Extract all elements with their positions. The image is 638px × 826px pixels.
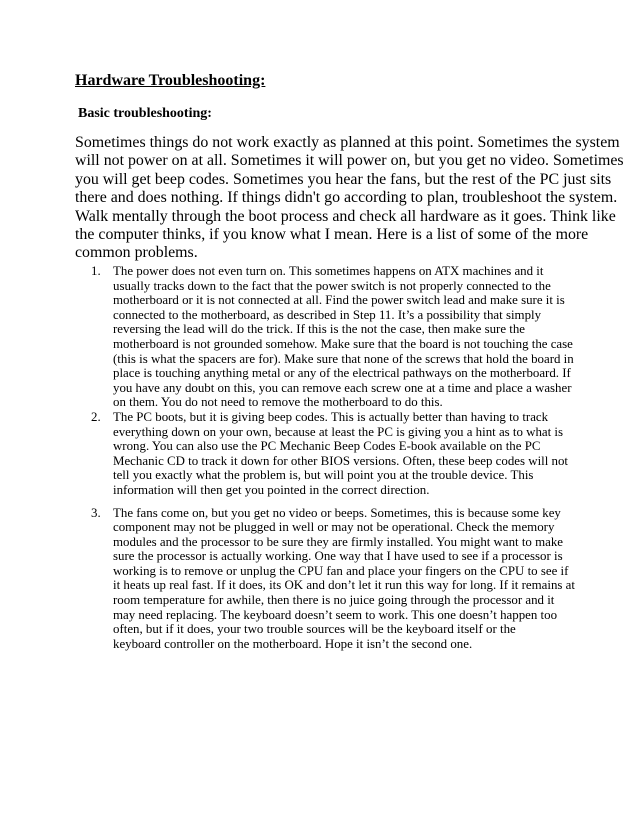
list-item-line: working is to remove or unplug the CPU fan and place your fingers on the CPU to see if	[113, 563, 569, 578]
list-item-line: tell you exactly what the problem is, but will point you at the trouble device. This	[113, 468, 534, 483]
intro-line: you will get beep codes. Sometimes you hear the fans, but the rest of the PC just sits	[75, 170, 612, 188]
list-item-line: The fans come on, but you get no video or beeps. Sometimes, this is because some key	[113, 505, 561, 520]
list-item-line: it heats up real fast. If it does, its OK and don’t let it run this way for long. If it remains at	[113, 578, 575, 593]
intro-line: Sometimes things do not work exactly as planned at this point. Sometimes the system	[75, 134, 620, 151]
list-item-line: you have any doubt on this, you can remove each screw one at a time and place a washer	[113, 380, 572, 395]
section-heading: Basic troubleshooting:	[78, 106, 212, 121]
list-item-line: usually tracks down to the fact that the power switch is not properly connected to the	[113, 278, 551, 293]
list-item-line: Mechanic CD to track it down for other BIOS versions. Often, these beep codes will not	[113, 453, 569, 468]
list-item-line: component may not be plugged in well or may not be operational. Check the memory	[113, 520, 555, 535]
list-item-number: 3.	[91, 505, 101, 520]
list-item-line: sure the processor is actually working. One way that I have used to see if a processor is	[113, 549, 563, 564]
intro-line: the computer thinks, if you know what I mean. Here is a list of some of the more	[75, 226, 589, 244]
list-item-line: wrong. You can also use the PC Mechanic Beep Codes E-book available on the PC	[113, 439, 541, 454]
intro-line: common problems.	[75, 244, 198, 262]
list-item-line: reversing the lead will do the trick. If this is the not the case, then make sure the	[113, 322, 526, 337]
list-item-line: may need replacing. The keyboard doesn’t seem to work. This one doesn’t happen too	[113, 607, 558, 622]
list-item-line: The power does not even turn on. This sometimes happens on ATX machines and it	[113, 264, 544, 278]
list-item-line: motherboard or it is not connected at all. Find the power switch lead and make sure it is	[113, 293, 565, 308]
intro-line: there and does nothing. If things didn't go according to plan, troubleshoot the system.	[75, 189, 618, 207]
list-item-line: connected to the motherboard, as described in Step 11. It’s a possibility that simply	[113, 307, 542, 322]
list-item-no-video	[75, 506, 575, 652]
list-item-beep-codes	[75, 410, 575, 498]
list-item-line: room temperature for awhile, then there is no juice going through the processor and it	[113, 593, 555, 608]
list-item-line: (this is what the spacers are for). Make sure that none of the screws that hold the board in	[113, 351, 574, 366]
intro-line: Walk mentally through the boot process and check all hardware as it goes. Think like	[75, 207, 616, 225]
list-item-line: often, but if it does, your two trouble sources will be the keyboard itself or the	[113, 622, 516, 637]
list-item-number: 2.	[91, 409, 101, 424]
list-item-line: on them. You do not need to remove the motherboard to do this.	[113, 395, 443, 410]
list-item-line: The PC boots, but it is giving beep codes. This is actually better than having to track	[113, 409, 549, 424]
page-title: Hardware Troubleshooting:	[75, 72, 266, 89]
list-item-line: everything down on your own, because at least the PC is giving you a hint as to what is	[113, 424, 564, 439]
list-item-number: 1.	[91, 264, 101, 278]
list-item-power	[75, 264, 575, 410]
list-item-line: place is touching anything metal or any of the electrical pathways on the motherboard. If	[113, 366, 571, 381]
problem-list	[75, 264, 575, 651]
list-item-line: information will then get you pointed in the correct direction.	[113, 482, 430, 497]
intro-line: will not power on at all. Sometimes it will power on, but you get no video. Sometimes	[75, 152, 624, 170]
list-item-line: modules and the processor to be sure they are firmly installed. You might want to make	[113, 534, 564, 549]
intro-paragraph	[75, 134, 624, 263]
list-item-line: motherboard is not grounded somehow. Make sure that the board is not touching the case	[113, 336, 573, 351]
list-item-line: keyboard controller on the motherboard. Hope it isn’t the second one.	[113, 636, 473, 651]
